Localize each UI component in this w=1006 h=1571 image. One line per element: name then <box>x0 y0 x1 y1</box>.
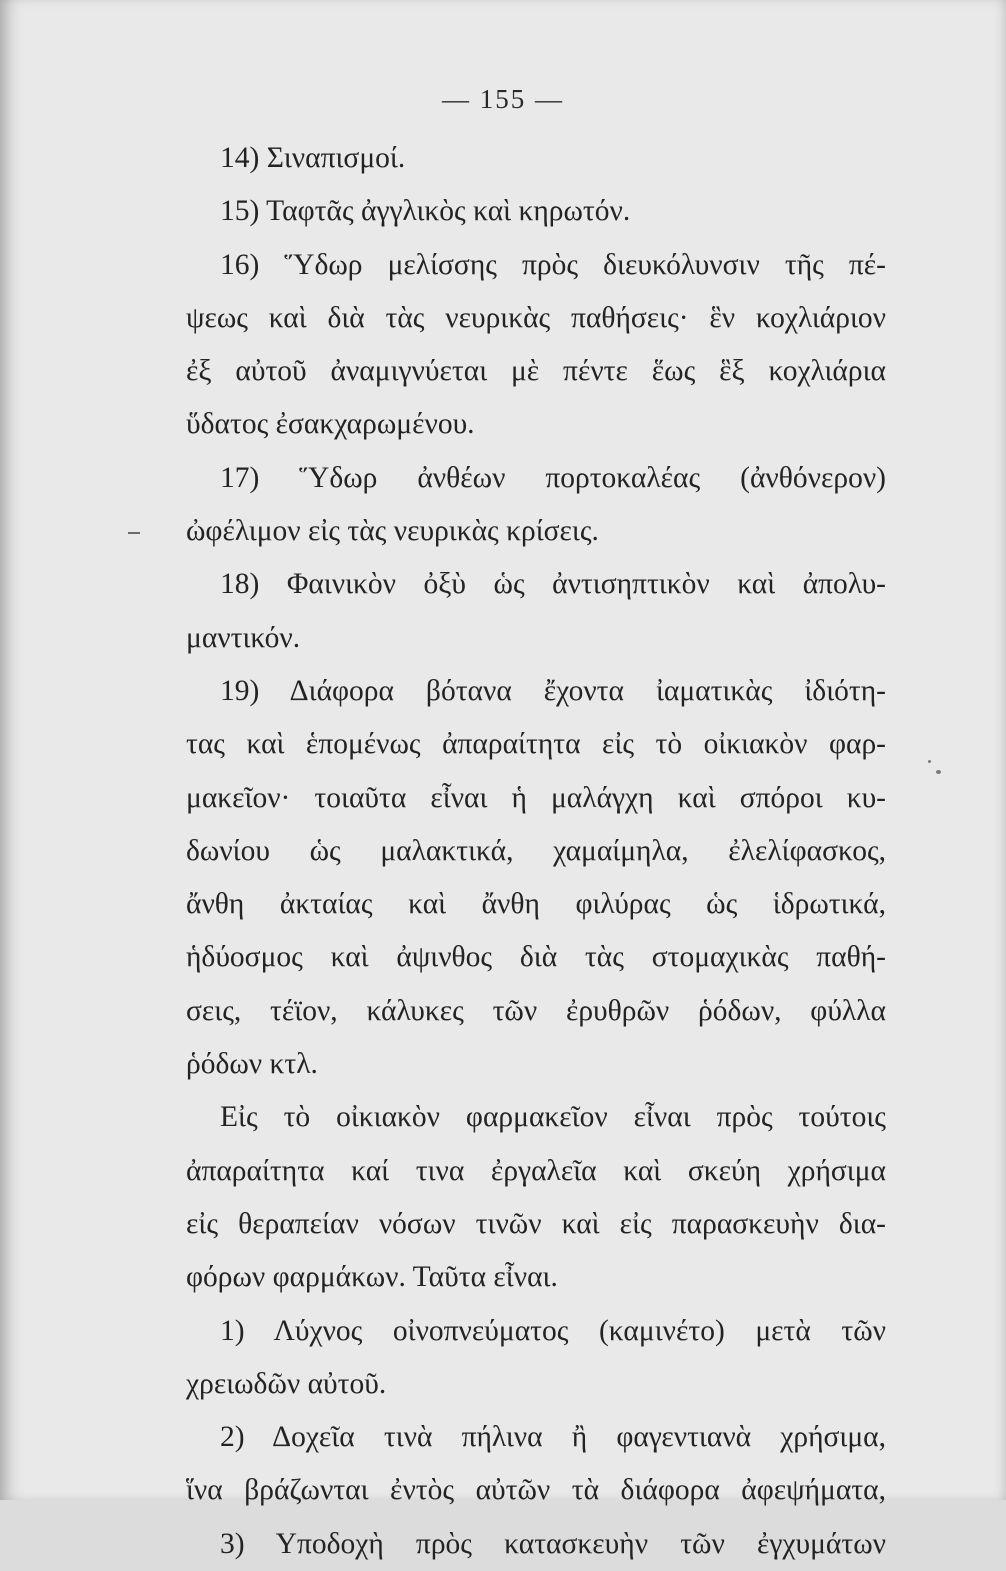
text-line: 16) Ὕδωρ μελίσσης πρὸς διευκόλυνσιν τῆς πέ- <box>220 248 886 281</box>
text-line: 3) Υποδοχὴ πρὸς κατασκευὴν τῶν ἐγχυμάτων <box>220 1527 886 1560</box>
text-line: 17) Ὕδωρ ἀνθέων πορτοκαλέας (ἀνθόνερον) <box>220 461 886 494</box>
text-line: τας καὶ ἑπομένως ἀπαραίτητα εἰς τὸ οἰκιακὸν φαρ- <box>186 728 886 761</box>
text-line: 1) Λύχνος οἰνοπνεύματος (καμινέτο) μετὰ τῶν <box>220 1314 886 1347</box>
text-line: χρειωδῶν αὐτοῦ. <box>186 1367 387 1400</box>
text-line: μακεῖον· τοιαῦτα εἶναι ἡ μαλάγχη καὶ σπόροι κυ- <box>186 781 886 814</box>
text-line: δωνίου ὡς μαλακτικά, χαμαίμηλα, ἐλελίφασκος, <box>186 834 886 867</box>
body-text <box>186 132 886 1571</box>
text-line: 2) Δοχεῖα τινὰ πήλινα ἢ φαγεντιανὰ χρήσιμα, <box>220 1421 886 1454</box>
text-line: ἡδύοσμος καὶ ἀψινθος διὰ τὰς στομαχικὰς παθή- <box>186 941 886 974</box>
text-line: 18) Φαινικὸν ὀξὺ ὡς ἀντισηπτικὸν καὶ ἀπολυ- <box>220 568 886 601</box>
text-line: Εἰς τὸ οἰκιακὸν φαρμακεῖον εἶναι πρὸς τούτοις <box>220 1101 886 1134</box>
text-line: φόρων φαρμάκων. Ταῦτα εἶναι. <box>186 1261 558 1294</box>
ink-speck <box>928 760 931 763</box>
text-line: ἄνθη ἀκταίας καὶ ἄνθη φιλύρας ὡς ἱδρωτικά, <box>186 888 886 921</box>
text-line: 14) Σιναπισμοί. <box>220 142 406 174</box>
text-line: ὠφέλιμον εἰς τὰς νευρικὰς κρίσεις. <box>186 515 599 548</box>
text-line: 19) Διάφορα βότανα ἔχοντα ἰαματικὰς ἰδιότη- <box>220 674 886 707</box>
text-line: ψεως καὶ διὰ τὰς νευρικὰς παθήσεις· ἓν κοχλιάριον <box>186 301 886 334</box>
text-line: ὕδατος ἐσακχαρωμένου. <box>186 408 475 441</box>
text-line: ἀπαραίτητα καί τινα ἐργαλεῖα καὶ σκεύη χρήσιμα <box>186 1154 886 1187</box>
ink-speck <box>936 770 941 774</box>
text-line: εἰς θεραπείαν νόσων τινῶν καὶ εἰς παρασκευὴν δια- <box>186 1207 886 1240</box>
text-line: μαντικόν. <box>186 621 301 654</box>
text-line: 15) Ταφτᾶς ἀγγλικὸς καὶ κηρωτόν. <box>220 195 631 228</box>
page-number: — 155 — <box>442 84 564 114</box>
text-line: ἐξ αὐτοῦ ἀναμιγνύεται μὲ πέντε ἕως ἓξ κοχλιάρια <box>186 355 886 388</box>
text-line: ῥόδων κτλ. <box>186 1048 318 1081</box>
text-line: ἵνα βράζωνται ἐντὸς αὐτῶν τὰ διάφορα ἀφεψήματα, <box>186 1474 886 1507</box>
text-line: σεις, τέϊον, κάλυκες τῶν ἐρυθρῶν ῥόδων, φύλλα <box>186 994 886 1027</box>
margin-mark <box>128 532 140 534</box>
